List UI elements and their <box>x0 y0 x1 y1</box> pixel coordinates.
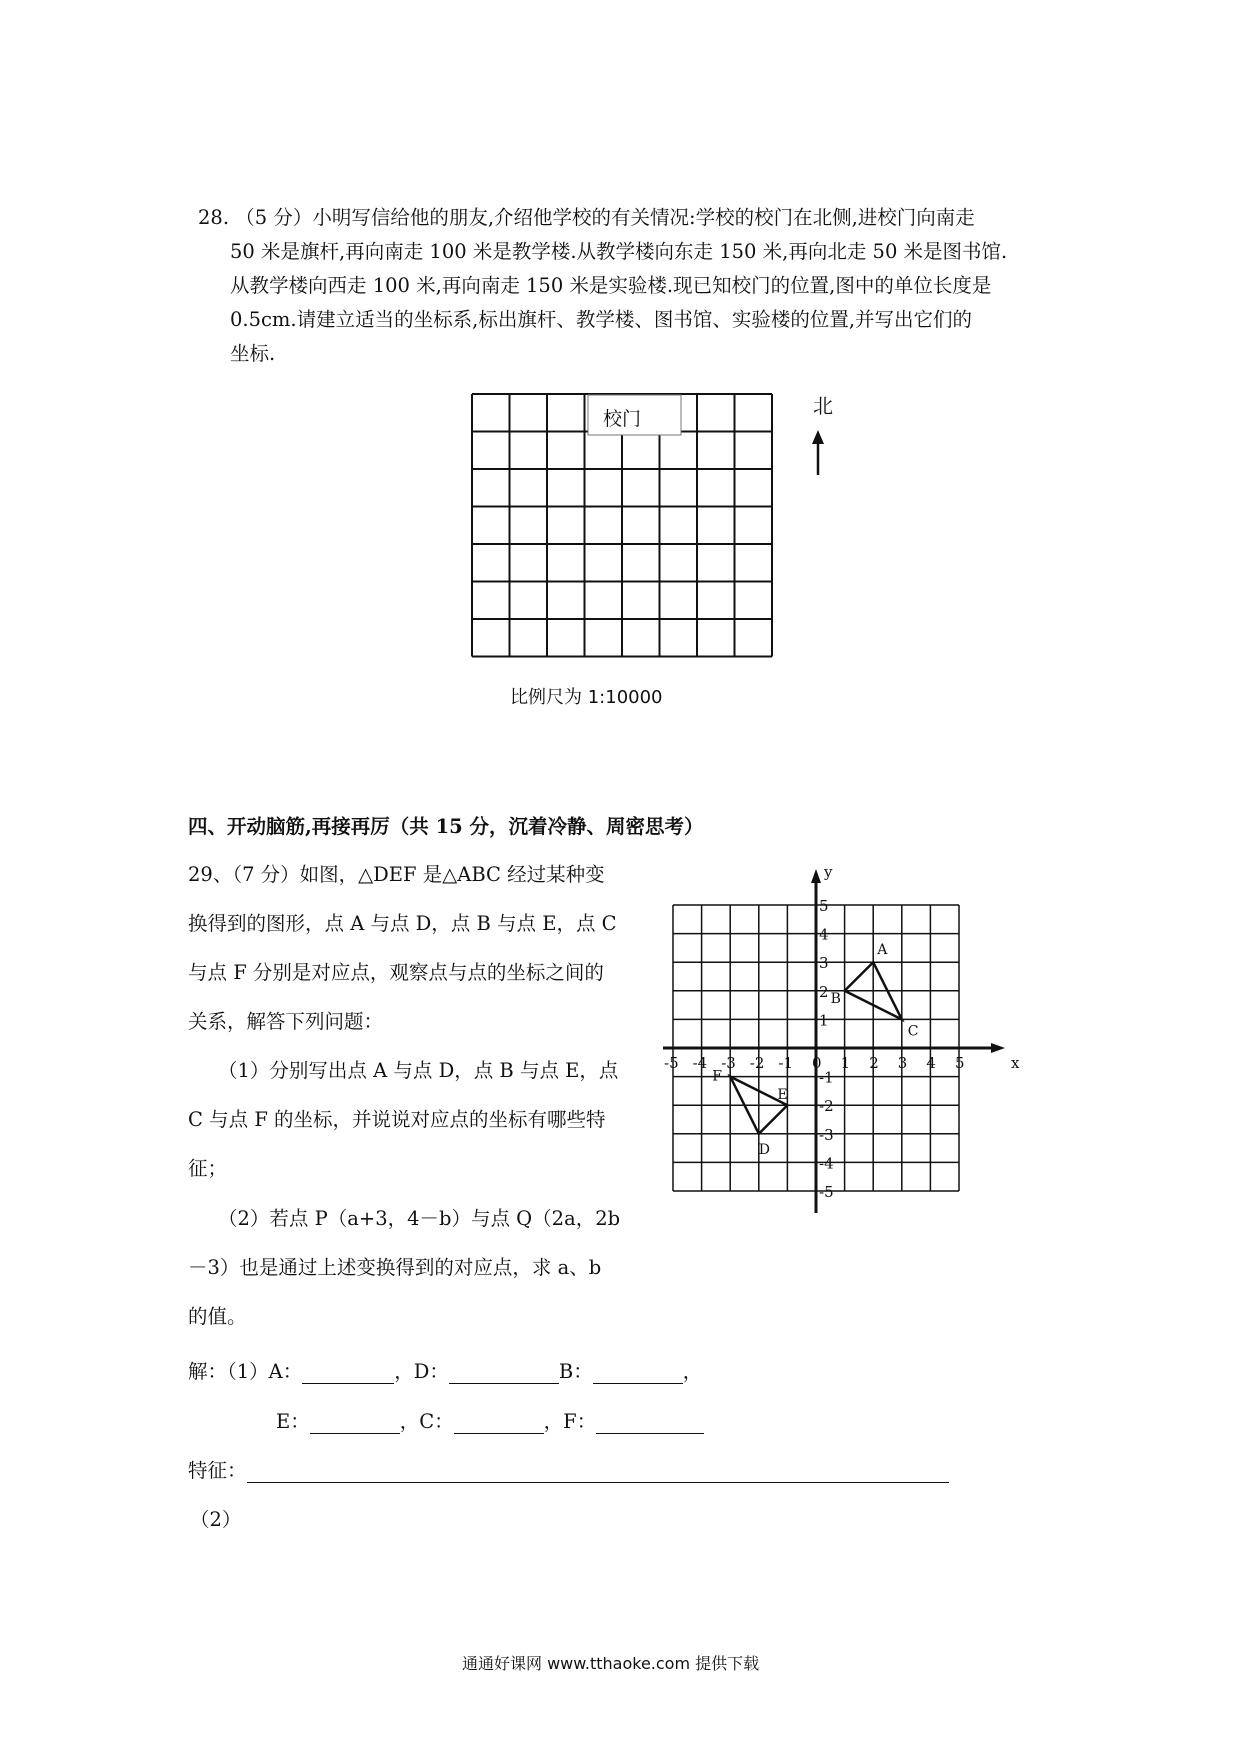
y-tick-label: 5 <box>819 897 829 915</box>
q29-line-9: －3）也是通过上述变换得到的对应点，求 a、b <box>188 1256 602 1279</box>
answer-row-2 <box>276 1410 704 1434</box>
y-tick-label: 2 <box>819 982 829 1001</box>
q29-coordinate-figure <box>664 863 1040 1237</box>
point-label-f: F <box>712 1068 722 1085</box>
q28-line-2: 50 米是旗杆,再向南走 100 米是教学楼.从教学楼向东走 150 米,再向北走 50 米是图书馆. <box>230 240 1008 263</box>
point-label-b: B <box>830 990 841 1007</box>
x-tick-label: -4 <box>692 1054 708 1072</box>
x-tick-label: 2 <box>869 1054 879 1072</box>
answer-a-blank[interactable] <box>302 1363 394 1384</box>
gate-label: 校门 <box>603 408 642 430</box>
y-tick-label: -4 <box>819 1154 834 1173</box>
footer-text: 通通好课网 www.tthaoke.com 提供下载 <box>462 1654 760 1673</box>
x-tick-label: -1 <box>778 1054 794 1072</box>
q29-line-4: 关系，解答下列问题： <box>188 1010 384 1033</box>
x-axis-label: x <box>1011 1054 1020 1072</box>
y-axis-arrow-icon <box>811 869 821 883</box>
q28-line-1: 28. （5 分）小明写信给他的朋友,介绍他学校的有关情况:学校的校门在北侧,进校门向南走 <box>198 206 975 229</box>
scale-text: 比例尺为 1:10000 <box>510 687 663 708</box>
answer-f-blank[interactable] <box>596 1413 704 1434</box>
y-tick-label: -5 <box>819 1183 834 1201</box>
q28-grid-figure <box>470 390 850 665</box>
section-4-heading: 四、开动脑筋,再接再厉（共 15 分，沉着冷静、周密思考） <box>188 815 704 838</box>
point-label-a: A <box>877 942 888 959</box>
answer-row-1 <box>188 1360 702 1384</box>
q29-line-7: 征； <box>188 1157 228 1180</box>
answer-row-1-comma: ， <box>682 1360 703 1383</box>
feature-blank[interactable] <box>247 1462 949 1483</box>
feature-label: 特征： <box>188 1459 247 1482</box>
q29-line-3: 与点 F 分别是对应点，观察点与点的坐标之间的 <box>188 961 604 984</box>
q28-line-4: 0.5cm.请建立适当的坐标系,标出旗杆、教学楼、图书馆、实验楼的位置,并写出它们的 <box>230 308 973 331</box>
x-tick-label: -2 <box>749 1054 765 1072</box>
q29-line-6: C 与点 F 的坐标，并说说对应点的坐标有哪些特 <box>188 1108 606 1131</box>
point-label-c: C <box>907 1023 919 1040</box>
y-axis-label: y <box>824 863 833 881</box>
y-tick-label: 3 <box>819 954 829 973</box>
x-tick-label: -5 <box>664 1054 679 1072</box>
north-arrow-icon <box>812 430 824 444</box>
x-tick-label: 4 <box>926 1054 936 1072</box>
q28-line-3: 从教学楼向西走 100 米,再向南走 150 米是实验楼.现已知校门的位置,图中的单位长度是 <box>230 274 992 297</box>
x-tick-label: 3 <box>897 1054 908 1072</box>
answer-f-label: ，F： <box>543 1410 597 1433</box>
x-tick-label: -3 <box>721 1054 736 1072</box>
y-tick-label: 4 <box>819 925 829 944</box>
answer-d-blank[interactable] <box>449 1363 559 1384</box>
north-label: 北 <box>813 394 833 418</box>
q29-line-8: （2）若点 P（a+3，4－b）与点 Q（2a，2b <box>218 1207 621 1230</box>
x-tick-label: 1 <box>840 1054 851 1072</box>
answer-b-blank[interactable] <box>593 1363 683 1384</box>
q29-line-5: （1）分别写出点 A 与点 D，点 B 与点 E，点 <box>218 1059 619 1082</box>
point-label-d: D <box>758 1141 771 1158</box>
q29-line-10: 的值。 <box>188 1305 247 1328</box>
feature-row <box>188 1459 949 1483</box>
q29-line-1: 29、（7 分）如图，△DEF 是△ABC 经过某种变 <box>188 863 605 886</box>
x-axis-arrow-icon <box>991 1043 1005 1053</box>
answer-e-label: E： <box>276 1410 310 1433</box>
y-tick-label: -3 <box>819 1125 834 1144</box>
answer-a-label: 解：（1）A： <box>188 1360 303 1383</box>
point-label-e: E <box>777 1087 788 1104</box>
q28-line-5: 坐标. <box>230 342 276 365</box>
answer-c-label: ，C： <box>399 1410 454 1433</box>
answer-c-blank[interactable] <box>454 1413 544 1434</box>
x-tick-label: 0 <box>812 1054 822 1072</box>
answer-b-label: B： <box>558 1360 593 1383</box>
q29-line-2: 换得到的图形，点 A 与点 D，点 B 与点 E，点 C <box>188 912 617 935</box>
answer-d-label: ，D： <box>394 1360 449 1383</box>
y-tick-label: 1 <box>819 1011 829 1030</box>
x-tick-label: 5 <box>955 1054 965 1072</box>
answer-e-blank[interactable] <box>310 1413 400 1434</box>
part2-label: （2） <box>190 1508 242 1531</box>
y-tick-label: -2 <box>819 1097 834 1116</box>
y-tick-label: -1 <box>819 1068 834 1087</box>
